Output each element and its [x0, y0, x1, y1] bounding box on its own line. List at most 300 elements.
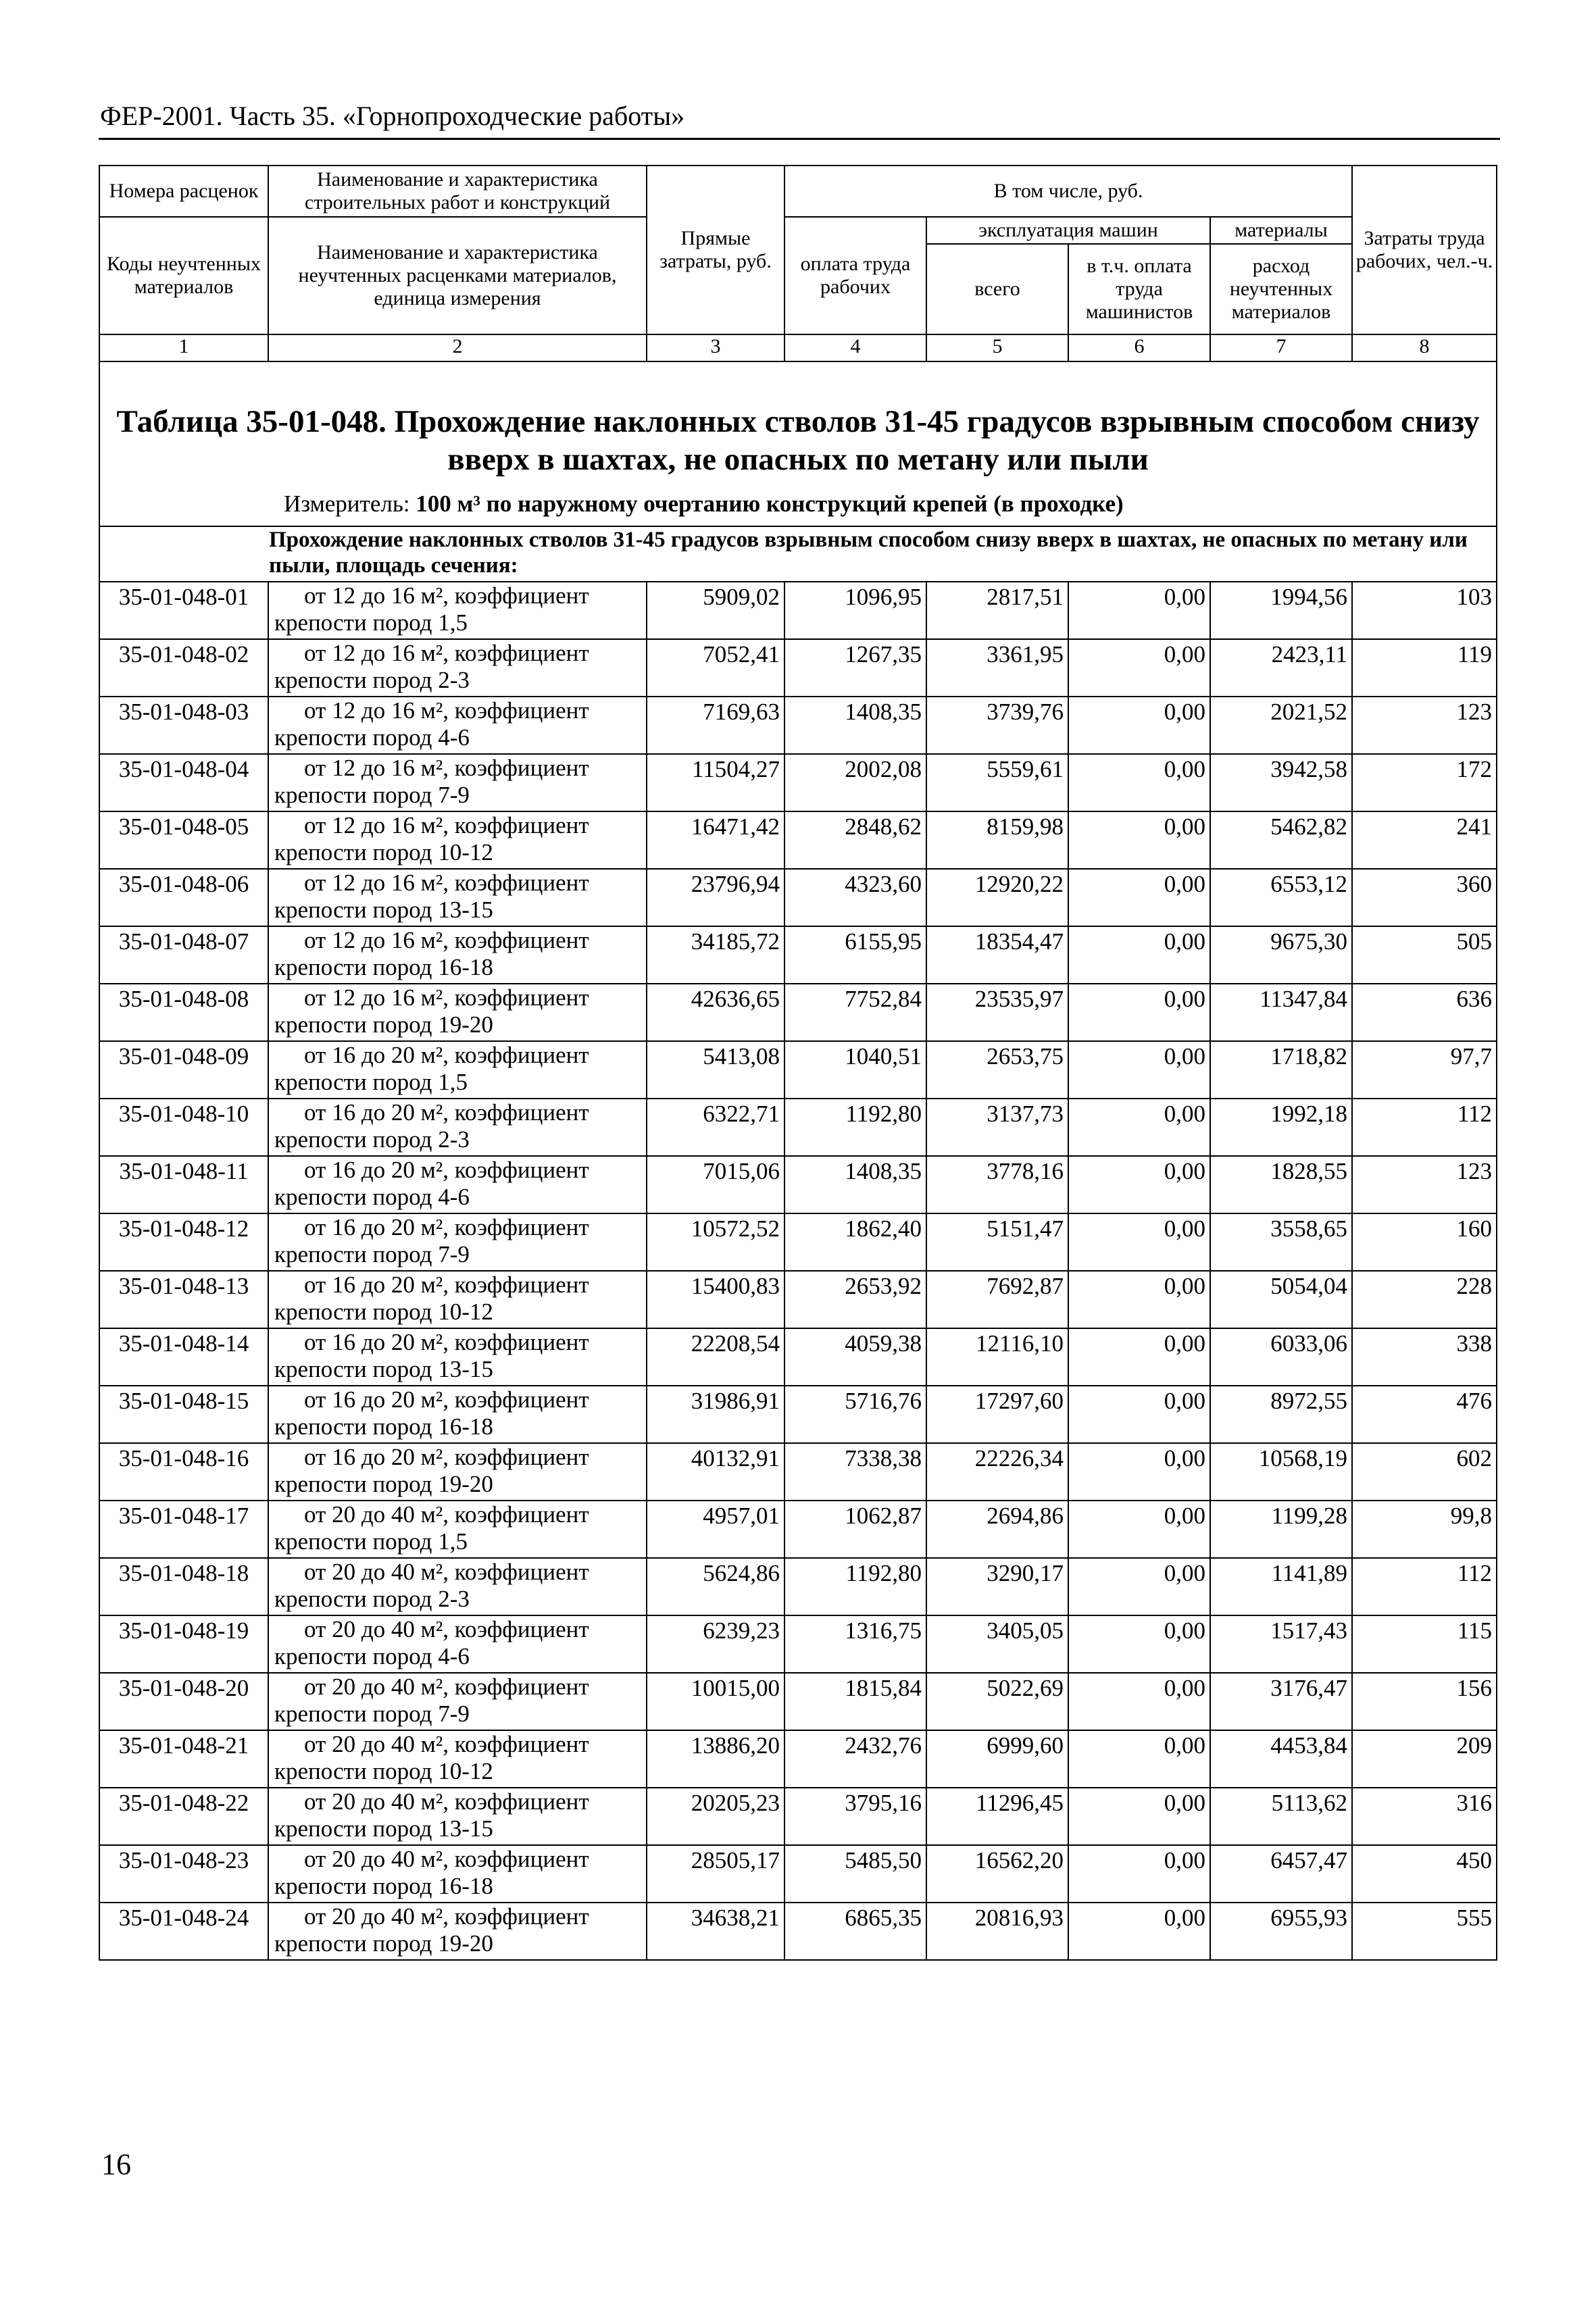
table-row	[99, 1558, 1497, 1615]
meter-line	[100, 478, 1496, 526]
rate-description	[268, 1099, 647, 1156]
labor-cost: 2848,62	[784, 811, 926, 869]
description-line: крепости пород 19-20	[274, 1011, 493, 1038]
table-title: Таблица 35-01-048. Прохождение наклонных стволов 31-45 градусов взрывным способом снизу вверх в шахтах, не опасных по метану или пыли	[116, 404, 1480, 477]
labor-hours: 160	[1352, 1213, 1497, 1271]
machine-cost: 2817,51	[926, 582, 1068, 639]
description-line: от 16 до 20 м², коэффициент	[304, 1099, 589, 1126]
table-row	[99, 1443, 1497, 1501]
labor-hours: 505	[1352, 926, 1497, 984]
rate-code: 35-01-048-06	[99, 869, 268, 926]
rate-code: 35-01-048-24	[99, 1903, 268, 1960]
col-number: 6	[1068, 334, 1210, 361]
rate-description	[268, 1328, 647, 1386]
labor-hours: 123	[1352, 1156, 1497, 1213]
rate-code: 35-01-048-17	[99, 1501, 268, 1558]
description-line: крепости пород 1,5	[274, 609, 468, 636]
page-header: ФЕР-2001. Часть 35. «Горнопроходческие работы»	[100, 101, 685, 131]
machine-cost: 3290,17	[926, 1558, 1068, 1615]
direct-cost: 7169,63	[647, 697, 784, 754]
description-line: от 20 до 40 м², коэффициент	[304, 1903, 589, 1930]
labor-hours: 476	[1352, 1386, 1497, 1443]
rate-code: 35-01-048-01	[99, 582, 268, 639]
table-row	[99, 1099, 1497, 1156]
direct-cost: 10015,00	[647, 1673, 784, 1730]
machinist-labor-cost: 0,00	[1068, 1443, 1210, 1501]
col1-top-header: Номера расценок	[99, 166, 268, 217]
direct-cost: 22208,54	[647, 1328, 784, 1386]
rate-code: 35-01-048-11	[99, 1156, 268, 1213]
labor-cost: 1862,40	[784, 1213, 926, 1271]
machinist-labor-cost: 0,00	[1068, 1213, 1210, 1271]
direct-cost: 42636,65	[647, 984, 784, 1041]
description-line: от 12 до 16 м², коэффициент	[304, 984, 589, 1011]
col3-header: Прямые затраты, руб.	[647, 166, 784, 334]
rate-description	[268, 1156, 647, 1213]
machinist-labor-cost: 0,00	[1068, 1903, 1210, 1960]
rate-code: 35-01-048-16	[99, 1443, 268, 1501]
description-line: крепости пород 7-9	[274, 1241, 470, 1267]
direct-cost: 16471,42	[647, 811, 784, 869]
direct-cost: 10572,52	[647, 1213, 784, 1271]
labor-hours: 228	[1352, 1271, 1497, 1328]
labor-cost: 1096,95	[784, 582, 926, 639]
table-row	[99, 1156, 1497, 1213]
machinist-labor-cost: 0,00	[1068, 926, 1210, 984]
col1-bottom-header: Коды неучтенных материалов	[99, 217, 268, 334]
rate-code: 35-01-048-08	[99, 984, 268, 1041]
rate-description	[268, 1903, 647, 1960]
materials-cost: 5113,62	[1210, 1788, 1352, 1845]
description-line: от 16 до 20 м², коэффициент	[304, 1272, 589, 1298]
labor-hours: 602	[1352, 1443, 1497, 1501]
description-line: от 20 до 40 м², коэффициент	[304, 1616, 589, 1642]
description-line: от 16 до 20 м², коэффициент	[304, 1329, 589, 1355]
labor-hours: 450	[1352, 1845, 1497, 1903]
labor-hours: 241	[1352, 811, 1497, 869]
machinist-labor-cost: 0,00	[1068, 582, 1210, 639]
rates-table	[99, 165, 1497, 1961]
col-number: 3	[647, 334, 784, 361]
direct-cost: 34185,72	[647, 926, 784, 984]
description-line: крепости пород 2-3	[274, 1126, 470, 1153]
labor-cost: 1062,87	[784, 1501, 926, 1558]
description-line: от 12 до 16 м², коэффициент	[304, 697, 589, 724]
description-line: от 12 до 16 м², коэффициент	[304, 927, 589, 953]
description-line: крепости пород 7-9	[274, 782, 470, 808]
col7-header: расход неучтенных материалов	[1210, 244, 1352, 334]
table-row	[99, 639, 1497, 697]
machine-cost: 8159,98	[926, 811, 1068, 869]
rate-code: 35-01-048-03	[99, 697, 268, 754]
rate-description	[268, 1213, 647, 1271]
description-line: крепости пород 16-18	[274, 954, 493, 980]
rate-code: 35-01-048-22	[99, 1788, 268, 1845]
table-row	[99, 582, 1497, 639]
table-row	[99, 984, 1497, 1041]
header-row-2	[99, 217, 1497, 244]
labor-cost: 1267,35	[784, 639, 926, 697]
machinist-labor-cost: 0,00	[1068, 1271, 1210, 1328]
labor-cost: 4323,60	[784, 869, 926, 926]
machine-cost: 6999,60	[926, 1730, 1068, 1788]
rate-code: 35-01-048-04	[99, 754, 268, 811]
machine-cost: 3739,76	[926, 697, 1068, 754]
rate-description	[268, 1443, 647, 1501]
machinist-labor-cost: 0,00	[1068, 1501, 1210, 1558]
machine-cost: 23535,97	[926, 984, 1068, 1041]
rate-description	[268, 1501, 647, 1558]
direct-cost: 7052,41	[647, 639, 784, 697]
header-rule	[99, 138, 1500, 140]
col4-header: оплата труда рабочих	[784, 217, 926, 334]
labor-hours: 209	[1352, 1730, 1497, 1788]
materials-cost: 1141,89	[1210, 1558, 1352, 1615]
labor-hours: 97,7	[1352, 1041, 1497, 1099]
table-row	[99, 697, 1497, 754]
rate-code: 35-01-048-14	[99, 1328, 268, 1386]
materials-cost: 8972,55	[1210, 1386, 1352, 1443]
labor-hours: 103	[1352, 582, 1497, 639]
table-row	[99, 1271, 1497, 1328]
description-line: крепости пород 13-15	[274, 1356, 493, 1382]
machinist-labor-cost: 0,00	[1068, 1730, 1210, 1788]
section-title: Прохождение наклонных стволов 31-45 градусов взрывным способом снизу вверх в шахтах, не опасных по метану или пыли, площадь сечения:	[99, 526, 1497, 582]
description-line: крепости пород 16-18	[274, 1413, 493, 1440]
table-row	[99, 1328, 1497, 1386]
rate-description	[268, 582, 647, 639]
description-line: крепости пород 7-9	[274, 1701, 470, 1727]
rate-description	[268, 984, 647, 1041]
labor-cost: 6155,95	[784, 926, 926, 984]
machinist-labor-cost: 0,00	[1068, 1099, 1210, 1156]
description-line: от 12 до 16 м², коэффициент	[304, 755, 589, 781]
table-title-cell	[99, 361, 1497, 526]
table-row	[99, 1386, 1497, 1443]
col5-header: всего	[926, 244, 1068, 334]
machine-cost: 20816,93	[926, 1903, 1068, 1960]
table-row	[99, 754, 1497, 811]
rate-code: 35-01-048-19	[99, 1615, 268, 1673]
labor-hours: 112	[1352, 1558, 1497, 1615]
direct-cost: 40132,91	[647, 1443, 784, 1501]
description-line: от 16 до 20 м², коэффициент	[304, 1042, 589, 1068]
description-line: крепости пород 4-6	[274, 1643, 470, 1669]
table-row	[99, 1213, 1497, 1271]
page-number: 16	[101, 2148, 131, 2181]
direct-cost: 28505,17	[647, 1845, 784, 1903]
meter-value: 100 м³ по наружному очертанию конструкций крепей (в проходке)	[416, 491, 1124, 517]
description-line: от 12 до 16 м², коэффициент	[304, 582, 589, 609]
description-line: крепости пород 19-20	[274, 1930, 493, 1957]
direct-cost: 15400,83	[647, 1271, 784, 1328]
rate-code: 35-01-048-13	[99, 1271, 268, 1328]
machine-cost: 3405,05	[926, 1615, 1068, 1673]
table-row	[99, 1788, 1497, 1845]
description-line: крепости пород 13-15	[274, 897, 493, 923]
machine-cost: 17297,60	[926, 1386, 1068, 1443]
materials-cost: 1828,55	[1210, 1156, 1352, 1213]
direct-cost: 13886,20	[647, 1730, 784, 1788]
description-line: крепости пород 2-3	[274, 667, 470, 693]
description-line: от 20 до 40 м², коэффициент	[304, 1674, 589, 1700]
materials-cost: 5462,82	[1210, 811, 1352, 869]
direct-cost: 31986,91	[647, 1386, 784, 1443]
column-numbers-row	[99, 334, 1497, 361]
labor-hours: 123	[1352, 697, 1497, 754]
materials-header: материалы	[1210, 217, 1352, 244]
materials-cost: 3558,65	[1210, 1213, 1352, 1271]
direct-cost: 6239,23	[647, 1615, 784, 1673]
machines-header: эксплуатация машин	[926, 217, 1210, 244]
rate-description	[268, 1730, 647, 1788]
description-line: крепости пород 13-15	[274, 1815, 493, 1842]
labor-cost: 1192,80	[784, 1558, 926, 1615]
description-line: крепости пород 10-12	[274, 1299, 493, 1325]
rate-description	[268, 1386, 647, 1443]
col6-header: в т.ч. оплата труда машинистов	[1068, 244, 1210, 334]
table-row	[99, 1845, 1497, 1903]
rate-code: 35-01-048-10	[99, 1099, 268, 1156]
table-row	[99, 1041, 1497, 1099]
machine-cost: 3361,95	[926, 639, 1068, 697]
description-line: от 12 до 16 м², коэффициент	[304, 640, 589, 666]
table-row	[99, 869, 1497, 926]
machine-cost: 12116,10	[926, 1328, 1068, 1386]
machine-cost: 5022,69	[926, 1673, 1068, 1730]
labor-hours: 115	[1352, 1615, 1497, 1673]
description-line: от 12 до 16 м², коэффициент	[304, 870, 589, 896]
machinist-labor-cost: 0,00	[1068, 1558, 1210, 1615]
labor-hours: 316	[1352, 1788, 1497, 1845]
table-title-row	[99, 361, 1497, 526]
materials-cost: 6033,06	[1210, 1328, 1352, 1386]
labor-hours: 156	[1352, 1673, 1497, 1730]
labor-cost: 6865,35	[784, 1903, 926, 1960]
machinist-labor-cost: 0,00	[1068, 1328, 1210, 1386]
labor-cost: 1815,84	[784, 1673, 926, 1730]
machinist-labor-cost: 0,00	[1068, 811, 1210, 869]
labor-cost: 2432,76	[784, 1730, 926, 1788]
rate-description	[268, 639, 647, 697]
labor-cost: 2002,08	[784, 754, 926, 811]
labor-hours: 636	[1352, 984, 1497, 1041]
machine-cost: 11296,45	[926, 1788, 1068, 1845]
table-row	[99, 1501, 1497, 1558]
rate-code: 35-01-048-02	[99, 639, 268, 697]
description-line: от 12 до 16 м², коэффициент	[304, 812, 589, 838]
direct-cost: 5413,08	[647, 1041, 784, 1099]
rate-description	[268, 754, 647, 811]
description-line: от 20 до 40 м², коэффициент	[304, 1501, 589, 1528]
labor-cost: 4059,38	[784, 1328, 926, 1386]
rate-description	[268, 869, 647, 926]
rate-description	[268, 1271, 647, 1328]
table-row	[99, 1730, 1497, 1788]
rate-code: 35-01-048-09	[99, 1041, 268, 1099]
labor-cost: 5716,76	[784, 1386, 926, 1443]
machine-cost: 2653,75	[926, 1041, 1068, 1099]
labor-cost: 2653,92	[784, 1271, 926, 1328]
description-line: от 20 до 40 м², коэффициент	[304, 1731, 589, 1757]
section-row	[99, 526, 1497, 582]
rate-description	[268, 1788, 647, 1845]
description-line: крепости пород 2-3	[274, 1586, 470, 1612]
labor-cost: 3795,16	[784, 1788, 926, 1845]
col2-bottom-header: Наименование и характеристика неучтенных расценками материалов, единица измерения	[268, 217, 647, 334]
machinist-labor-cost: 0,00	[1068, 754, 1210, 811]
description-line: крепости пород 19-20	[274, 1471, 493, 1497]
description-line: крепости пород 1,5	[274, 1069, 468, 1095]
description-line: от 16 до 20 м², коэффициент	[304, 1444, 589, 1470]
col-number: 2	[268, 334, 647, 361]
materials-cost: 5054,04	[1210, 1271, 1352, 1328]
table-row	[99, 1615, 1497, 1673]
rate-code: 35-01-048-21	[99, 1730, 268, 1788]
description-line: крепости пород 4-6	[274, 1184, 470, 1210]
materials-cost: 1992,18	[1210, 1099, 1352, 1156]
direct-cost: 5909,02	[647, 582, 784, 639]
description-line: крепости пород 10-12	[274, 839, 493, 865]
materials-cost: 3176,47	[1210, 1673, 1352, 1730]
materials-cost: 6553,12	[1210, 869, 1352, 926]
machinist-labor-cost: 0,00	[1068, 1156, 1210, 1213]
rate-description	[268, 926, 647, 984]
machinist-labor-cost: 0,00	[1068, 869, 1210, 926]
col8-header: Затраты труда рабочих, чел.-ч.	[1352, 166, 1497, 334]
materials-cost: 6457,47	[1210, 1845, 1352, 1903]
meter-label: Измеритель:	[284, 491, 410, 517]
machinist-labor-cost: 0,00	[1068, 697, 1210, 754]
col-number: 8	[1352, 334, 1497, 361]
machinist-labor-cost: 0,00	[1068, 639, 1210, 697]
rate-code: 35-01-048-07	[99, 926, 268, 984]
machinist-labor-cost: 0,00	[1068, 984, 1210, 1041]
rate-description	[268, 811, 647, 869]
machine-cost: 18354,47	[926, 926, 1068, 984]
materials-cost: 9675,30	[1210, 926, 1352, 984]
labor-hours: 112	[1352, 1099, 1497, 1156]
header-row-1	[99, 166, 1497, 217]
machine-cost: 7692,87	[926, 1271, 1068, 1328]
col-number: 5	[926, 334, 1068, 361]
materials-cost: 10568,19	[1210, 1443, 1352, 1501]
col2-top-header: Наименование и характеристика строительных работ и конструкций	[268, 166, 647, 217]
rate-code: 35-01-048-18	[99, 1558, 268, 1615]
direct-cost: 11504,27	[647, 754, 784, 811]
rate-description	[268, 1615, 647, 1673]
labor-cost: 7752,84	[784, 984, 926, 1041]
labor-cost: 1316,75	[784, 1615, 926, 1673]
direct-cost: 4957,01	[647, 1501, 784, 1558]
description-line: от 16 до 20 м², коэффициент	[304, 1386, 589, 1413]
materials-cost: 1718,82	[1210, 1041, 1352, 1099]
labor-hours: 119	[1352, 639, 1497, 697]
col-number: 7	[1210, 334, 1352, 361]
machine-cost: 5559,61	[926, 754, 1068, 811]
direct-cost: 23796,94	[647, 869, 784, 926]
direct-cost: 20205,23	[647, 1788, 784, 1845]
labor-cost: 1192,80	[784, 1099, 926, 1156]
description-line: от 16 до 20 м², коэффициент	[304, 1157, 589, 1183]
labor-hours: 360	[1352, 869, 1497, 926]
table-row	[99, 811, 1497, 869]
rate-description	[268, 1845, 647, 1903]
labor-hours: 99,8	[1352, 1501, 1497, 1558]
description-line: от 20 до 40 м², коэффициент	[304, 1788, 589, 1815]
direct-cost: 34638,21	[647, 1903, 784, 1960]
description-line: крепости пород 4-6	[274, 724, 470, 751]
direct-cost: 5624,86	[647, 1558, 784, 1615]
materials-cost: 1517,43	[1210, 1615, 1352, 1673]
rate-code: 35-01-048-23	[99, 1845, 268, 1903]
direct-cost: 7015,06	[647, 1156, 784, 1213]
rate-code: 35-01-048-05	[99, 811, 268, 869]
labor-cost: 7338,38	[784, 1443, 926, 1501]
description-line: крепости пород 1,5	[274, 1528, 468, 1555]
materials-cost: 6955,93	[1210, 1903, 1352, 1960]
col-number: 4	[784, 334, 926, 361]
labor-hours: 338	[1352, 1328, 1497, 1386]
direct-cost: 6322,71	[647, 1099, 784, 1156]
machinist-labor-cost: 0,00	[1068, 1386, 1210, 1443]
materials-cost: 3942,58	[1210, 754, 1352, 811]
materials-cost: 4453,84	[1210, 1730, 1352, 1788]
labor-cost: 1408,35	[784, 697, 926, 754]
table-row	[99, 926, 1497, 984]
rate-description	[268, 697, 647, 754]
machinist-labor-cost: 0,00	[1068, 1673, 1210, 1730]
materials-cost: 2423,11	[1210, 639, 1352, 697]
rate-description	[268, 1558, 647, 1615]
machine-cost: 3137,73	[926, 1099, 1068, 1156]
including-header: В том числе, руб.	[784, 166, 1352, 217]
description-line: от 16 до 20 м², коэффициент	[304, 1214, 589, 1240]
machine-cost: 22226,34	[926, 1443, 1068, 1501]
labor-cost: 1408,35	[784, 1156, 926, 1213]
machine-cost: 2694,86	[926, 1501, 1068, 1558]
machine-cost: 3778,16	[926, 1156, 1068, 1213]
machinist-labor-cost: 0,00	[1068, 1041, 1210, 1099]
machinist-labor-cost: 0,00	[1068, 1845, 1210, 1903]
col-number: 1	[99, 334, 268, 361]
rate-code: 35-01-048-20	[99, 1673, 268, 1730]
labor-cost: 1040,51	[784, 1041, 926, 1099]
materials-cost: 1994,56	[1210, 582, 1352, 639]
labor-hours: 172	[1352, 754, 1497, 811]
materials-cost: 1199,28	[1210, 1501, 1352, 1558]
description-line: крепости пород 16-18	[274, 1873, 493, 1899]
machine-cost: 16562,20	[926, 1845, 1068, 1903]
labor-hours: 555	[1352, 1903, 1497, 1960]
description-line: крепости пород 10-12	[274, 1758, 493, 1784]
machinist-labor-cost: 0,00	[1068, 1788, 1210, 1845]
rate-description	[268, 1673, 647, 1730]
rate-description	[268, 1041, 647, 1099]
rate-code: 35-01-048-12	[99, 1213, 268, 1271]
machinist-labor-cost: 0,00	[1068, 1615, 1210, 1673]
materials-cost: 2021,52	[1210, 697, 1352, 754]
description-line: от 20 до 40 м², коэффициент	[304, 1846, 589, 1872]
table-row	[99, 1673, 1497, 1730]
description-line: от 20 до 40 м², коэффициент	[304, 1559, 589, 1585]
machine-cost: 12920,22	[926, 869, 1068, 926]
materials-cost: 11347,84	[1210, 984, 1352, 1041]
rate-code: 35-01-048-15	[99, 1386, 268, 1443]
table-row	[99, 1903, 1497, 1960]
labor-cost: 5485,50	[784, 1845, 926, 1903]
machine-cost: 5151,47	[926, 1213, 1068, 1271]
